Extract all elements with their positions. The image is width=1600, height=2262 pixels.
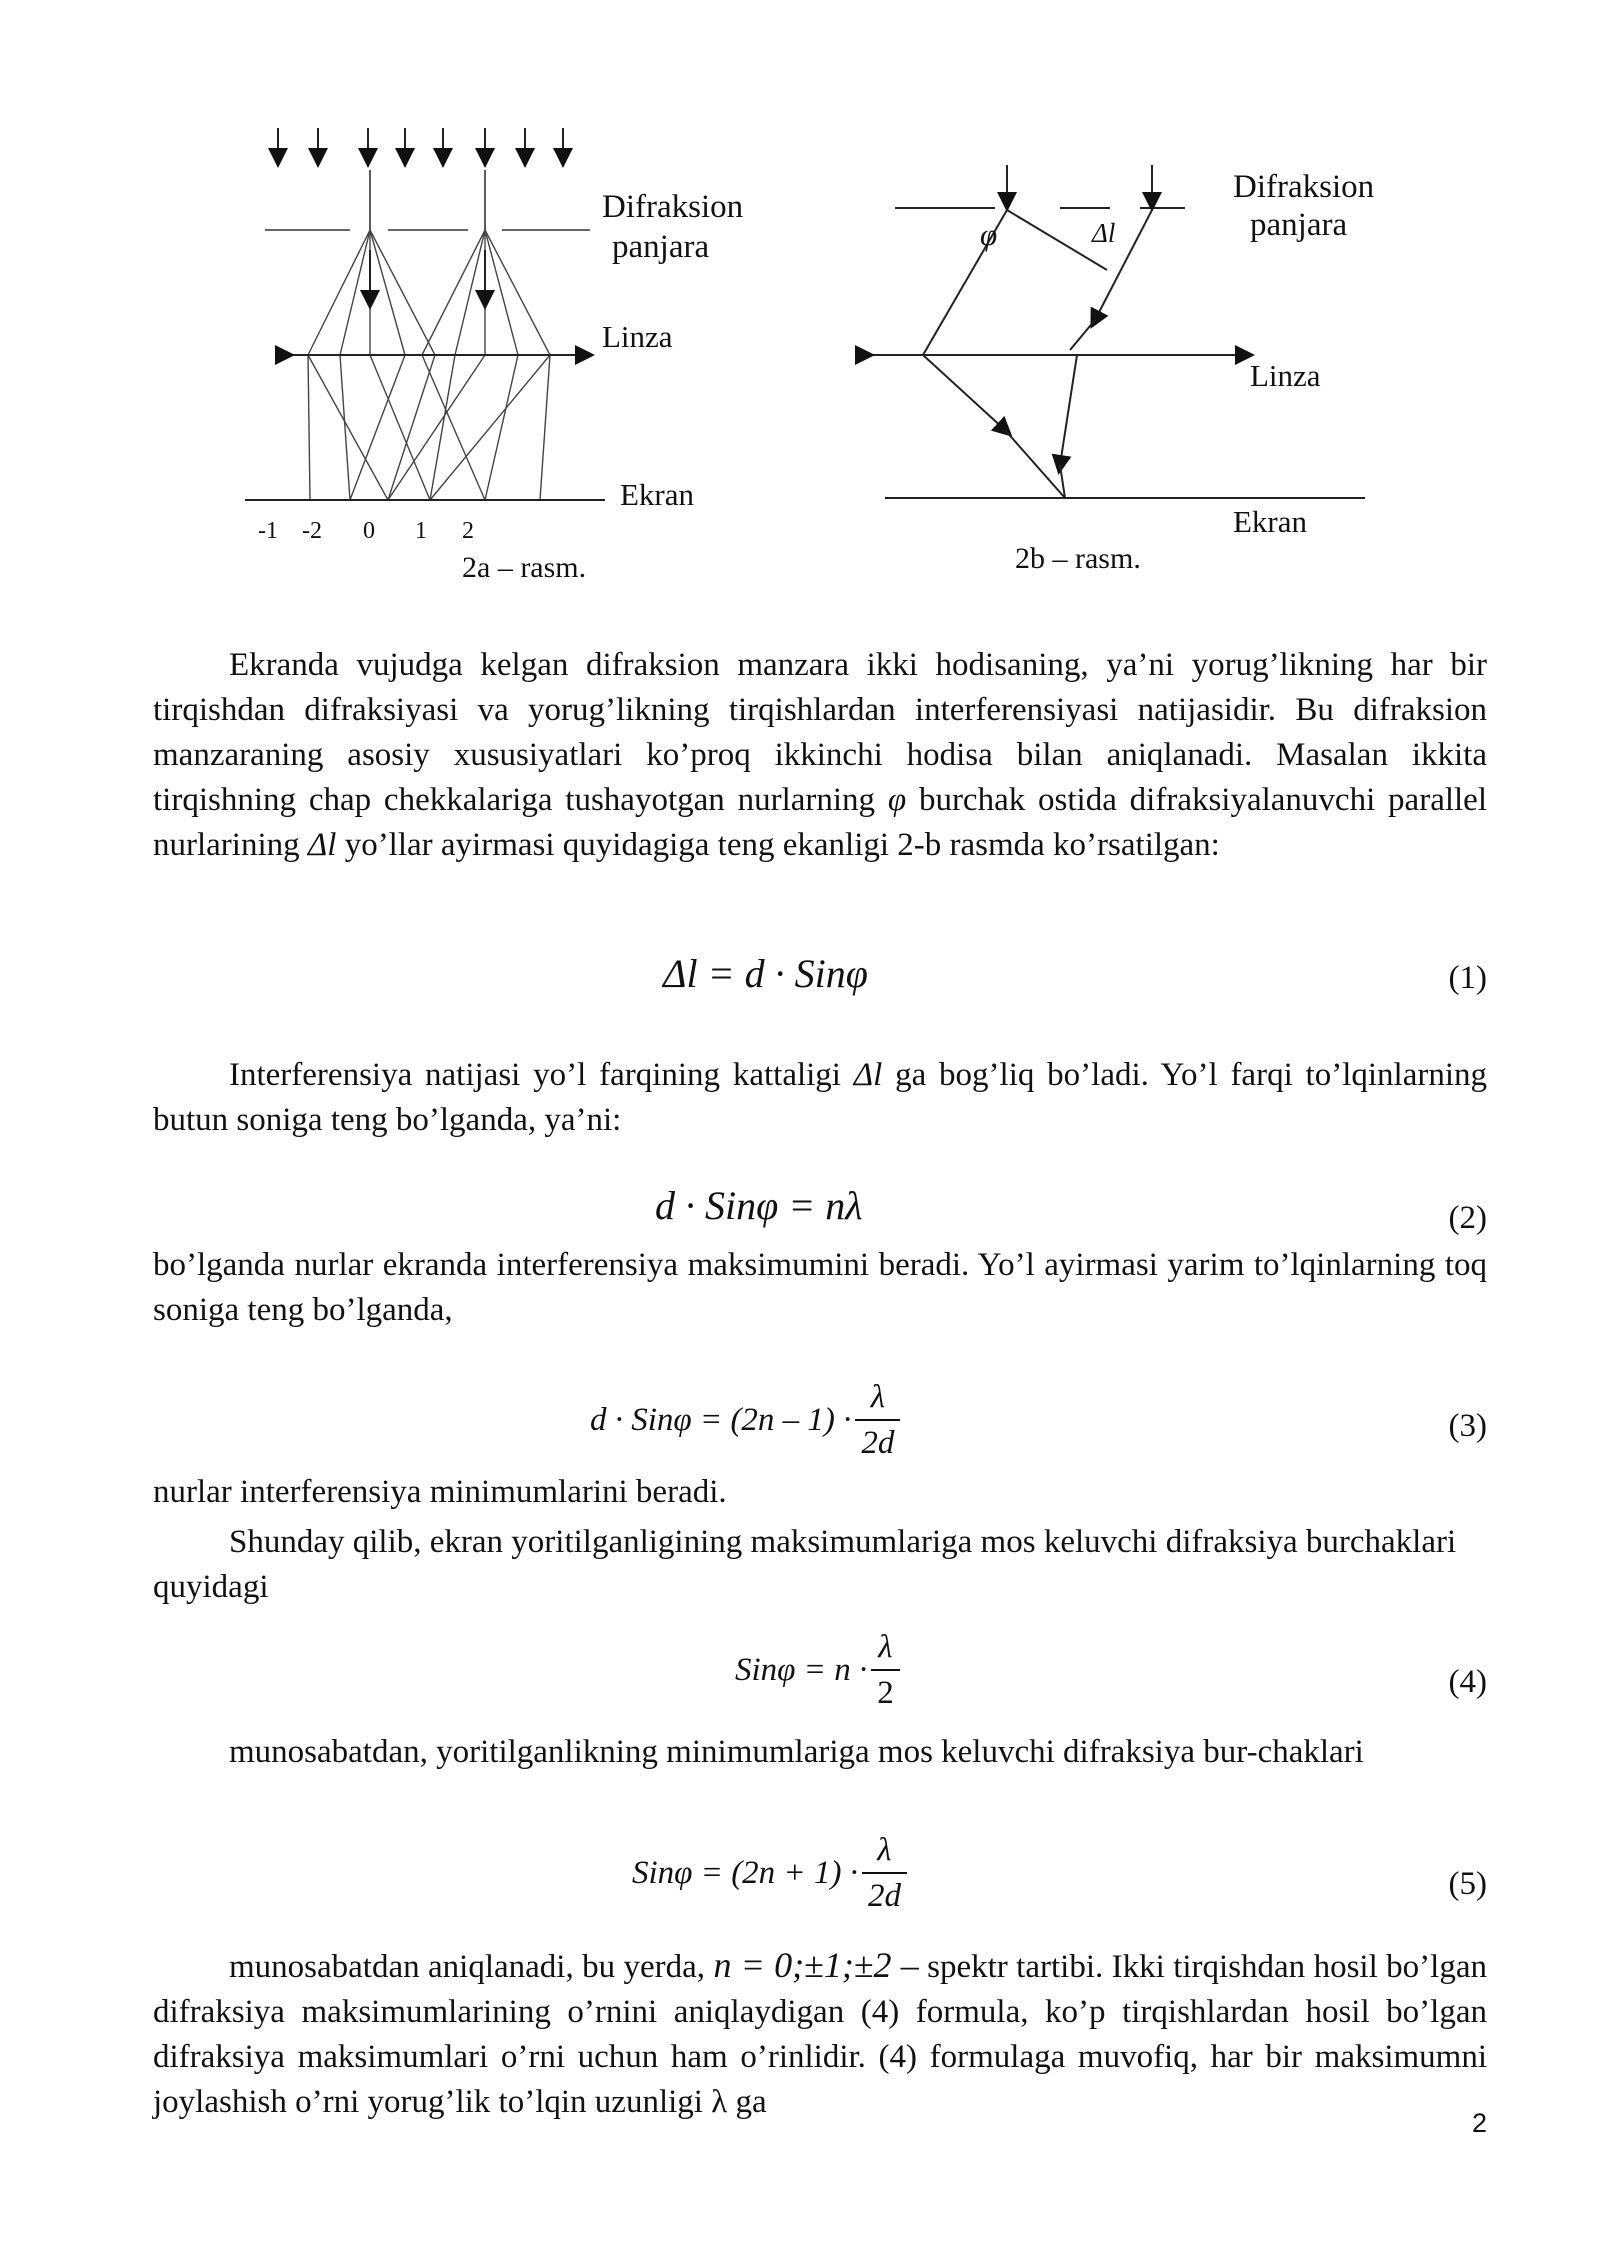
lens-label: Linza [602, 319, 673, 354]
paragraph-3: bo’lganda nurlar ekranda interferensiya maksimumini beradi. Yo’l ayirmasi yarim to’lqinlarning toq soniga teng bo’lganda, [153, 1247, 1487, 1328]
svg-text:-2: -2 [302, 518, 322, 544]
figure-caption: 2a – rasm. [462, 551, 587, 584]
svg-text:0: 0 [363, 518, 375, 544]
page-number: 2 [1471, 2108, 1487, 2138]
grating-label-line1: Difraksion [602, 189, 744, 225]
ray-fan [308, 230, 550, 500]
incident-arrows [278, 128, 563, 158]
screen-label: Ekran [1233, 504, 1308, 539]
equation-4: Sinφ = n · $\frac{\lambda}{2}$ [735, 1625, 904, 1715]
equation-1-number: (1) [1448, 960, 1487, 996]
equation-2: d · Sinφ = nλ [655, 1183, 863, 1228]
paragraph-2: Interferensiya natijasi yo’l farqining kattaligi Δl ga bog’liq bo’ladi. Yo’l farqi to’lqinlarning butun soniga teng bo’lganda, ya’ni: [153, 1057, 1487, 1138]
equation-3-number: (3) [1448, 1408, 1487, 1444]
equation-1: Δl = d · Sinφ [663, 951, 868, 996]
paragraph-1: Ekranda vujudga kelgan difraksion manzara ikki hodisaning, ya’ni yorug’likning har bir tirqishdan difraksiyasi va yorug’likning tirqishlardan interferensiyasi natijasidir. Bu difraksion manzaraning asosiy xususiyatlari ko’proq ikkinchi hodisa bilan aniqlanadi. Masalan ikkita tirqishning chap chekkalariga tushayotgan nurlarning φ burchak ostida difraksiyalanuvchi parallel nurlarining Δl yo’llar ayirmasi quyidagiga teng ekanligi 2-b rasmda ko’rsatilgan: [153, 647, 1487, 863]
equation-5-number: (5) [1448, 1866, 1487, 1902]
svg-text:-1: -1 [258, 518, 278, 544]
paragraph-6: munosabatdan, yoritilganlikning minimumlariga mos keluvchi difraksiya bur-chaklari [229, 1734, 1364, 1770]
focused-ray-right [1060, 355, 1077, 465]
paragraph-7: munosabatdan aniqlanadi, bu yerda, n = 0;±1;±2 – spektr tartibi. Ikki tirqishdan hosil bo’lgan difraksiya maksimumlarining o’rnini aniqlaydigan (4) formula, ko’p tirqishlardan hosil bo’lgan difraksiya maksimumlari o’rni uchun ham o’rinlidir. (4) formulaga muvofiq, har bir maksimumni joylashish o’rni yorug’lik to’lqin uzunligi λ ga [153, 1945, 1487, 2120]
grating-label-line2: panjara [1250, 207, 1348, 243]
figure-2b [855, 120, 1415, 590]
equation-2-number: (2) [1448, 1200, 1487, 1236]
figure-caption: 2b – rasm. [1015, 542, 1141, 575]
equation-5: Sinφ = (2n + 1) · $\frac{\lambda}{2d}$ [632, 1828, 911, 1918]
screen-label: Ekran [620, 477, 695, 512]
order-labels [258, 518, 474, 544]
lens-label: Linza [1250, 358, 1321, 393]
equation-4-number: (4) [1448, 1664, 1487, 1700]
grating-lines [265, 170, 590, 230]
angle-phi-label: φ [980, 217, 998, 252]
paragraph-5: Shunday qilib, ekran yoritilganligining maksimumlariga mos keluvchi difraksiya burchaklari quyidagi [153, 1524, 1457, 1605]
svg-text:2: 2 [462, 518, 474, 544]
paragraph-4: nurlar interferensiya minimumlarini beradi. [153, 1474, 727, 1510]
svg-text:1: 1 [415, 518, 427, 544]
figure-2a [240, 120, 800, 590]
grating-label-line1: Difraksion [1233, 169, 1375, 205]
focused-ray-left [923, 355, 1005, 430]
delta-l-label: Δl [1092, 218, 1116, 248]
equation-3: d · Sinφ = (2n – 1) · $\frac{\lambda}{2d}$ [590, 1375, 904, 1465]
grating-label-line2: panjara [612, 229, 710, 265]
